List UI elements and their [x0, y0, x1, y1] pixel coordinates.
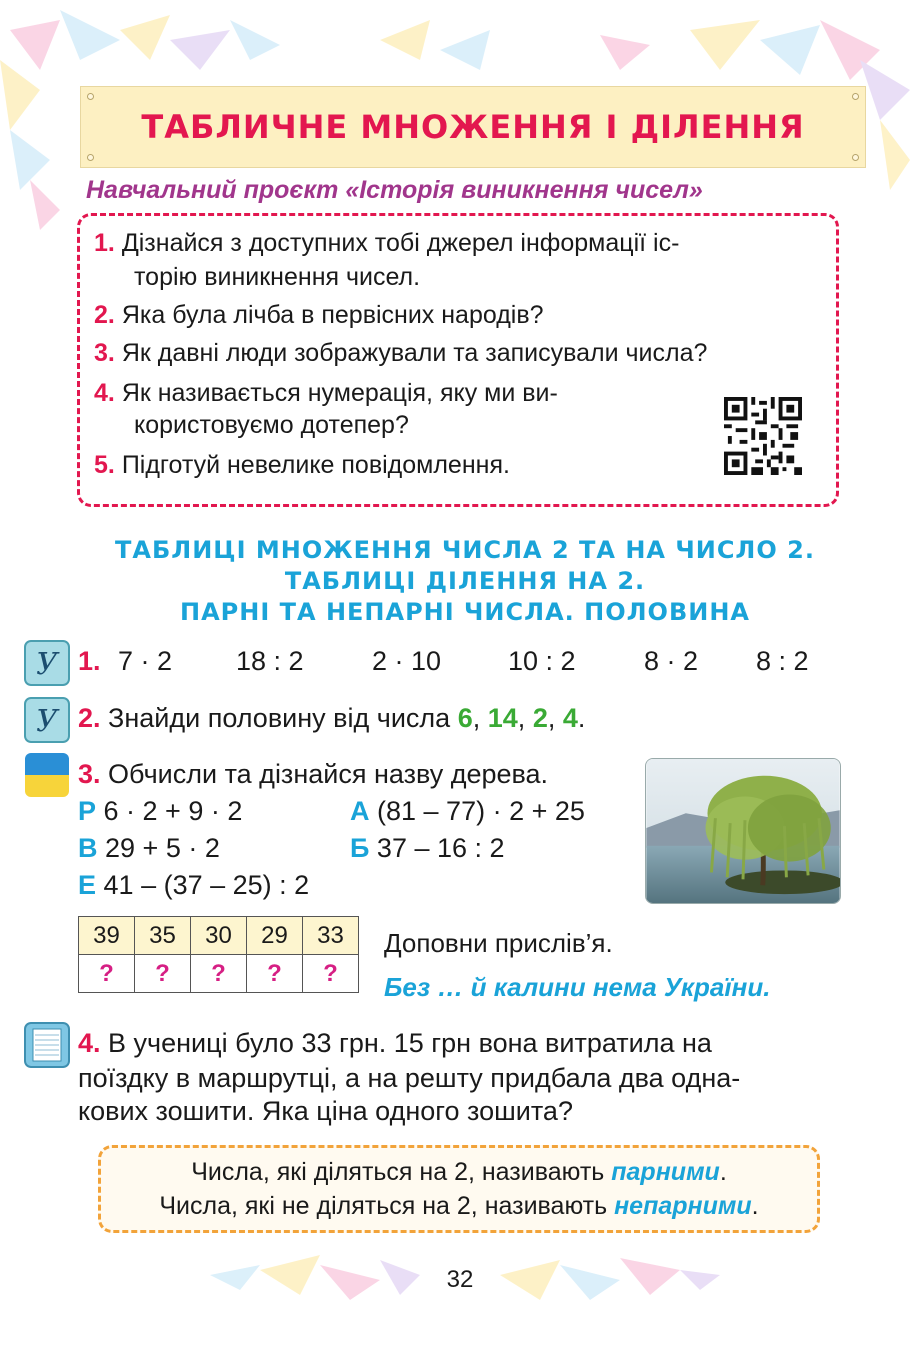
item-text: Дізнайся з доступних тобі джерел інформації іс-	[121, 229, 680, 257]
project-item-4	[94, 376, 558, 410]
pin-icon	[87, 154, 94, 161]
qr-code-icon	[723, 397, 803, 475]
item-number: 1.	[94, 229, 115, 257]
task-4-line-2: поїздку в маршрутці, а на решту придбала два одна-	[78, 1063, 741, 1093]
project-item-5	[94, 448, 510, 482]
task-3	[78, 759, 548, 790]
letter: Р	[78, 796, 97, 826]
proverb: Без … й калини нема України.	[384, 972, 771, 1002]
rule-box	[98, 1145, 820, 1233]
letter: Е	[78, 870, 97, 900]
ukraine-flag-icon	[24, 752, 70, 798]
expression: 2 · 10	[372, 646, 442, 676]
task-4-line-3: кових зошити. Яка ціна одного зошита?	[78, 1096, 573, 1126]
expression: 18 : 2	[236, 646, 304, 676]
section-title-line-2: ТАБЛИЦІ ДІЛЕННЯ НА 2.	[284, 567, 646, 595]
rule-term: непарними	[614, 1192, 752, 1220]
item-number: 5.	[94, 451, 115, 479]
title-banner	[80, 86, 866, 168]
project-item-4-cont: користовуємо дотепер?	[134, 411, 409, 439]
project-item-1-cont: торію виникнення чисел.	[134, 263, 421, 291]
section-title-line-3: ПАРНІ ТА НЕПАРНІ ЧИСЛА. ПОЛОВИНА	[180, 598, 750, 626]
rule-line-1	[101, 1158, 817, 1187]
svg-text:У: У	[36, 704, 58, 739]
table-cell: ?	[79, 955, 135, 993]
item-text: Як називається нумерація, яку ми ви-	[121, 379, 558, 407]
expression: 41 – (37 – 25) : 2	[103, 870, 310, 900]
letter-expression-v	[78, 833, 220, 864]
task-2: 2. Знайди половину від числа 6, 14, 2, 4.	[78, 703, 586, 733]
table-cell: 33	[303, 917, 359, 955]
project-item-3	[94, 336, 707, 370]
table-cell: 30	[191, 917, 247, 955]
punctuation: .	[577, 703, 586, 733]
expression: 7 · 2	[118, 646, 173, 676]
proverb-prompt: Доповни прислів’я.	[384, 928, 613, 958]
willow-tree-image	[645, 758, 841, 904]
notebook-icon	[24, 1022, 70, 1068]
letter-expression-a	[350, 796, 585, 827]
task-number: 4.	[78, 1028, 101, 1058]
pin-icon	[852, 93, 859, 100]
letter: А	[350, 796, 370, 826]
rule-text: Числа, які діляться на 2, називають	[191, 1158, 612, 1186]
rule-term: парними	[611, 1158, 720, 1186]
number: 4	[562, 703, 578, 733]
expression: 10 : 2	[508, 646, 576, 676]
item-text: Як давні люди зображували та записували числа?	[121, 339, 708, 367]
expression: 6 · 2 + 9 · 2	[103, 796, 243, 826]
task-text: В учениці було 33 грн. 15 грн вона витратила на	[108, 1028, 712, 1058]
task-number: 1.	[78, 646, 101, 676]
letter-expression-e	[78, 870, 309, 901]
table-cell: 39	[79, 917, 135, 955]
table-cell: ?	[247, 955, 303, 993]
letter: Б	[350, 833, 370, 863]
number: 14	[487, 703, 518, 733]
item-number: 3.	[94, 339, 115, 367]
svg-text:У: У	[36, 647, 58, 682]
task-1	[78, 646, 101, 677]
table-cell: ?	[303, 955, 359, 993]
task-text: Знайди половину від числа	[108, 703, 451, 733]
rule-line-2	[101, 1192, 817, 1221]
answer-table	[78, 916, 359, 993]
letter: В	[78, 833, 98, 863]
table-cell: 35	[135, 917, 191, 955]
table-cell: ?	[191, 955, 247, 993]
letter-expression-r	[78, 796, 242, 827]
punctuation: .	[751, 1192, 759, 1220]
rule-text: Числа, які не діляться на 2, називають	[159, 1192, 615, 1220]
pin-icon	[87, 93, 94, 100]
task-number: 3.	[78, 759, 101, 789]
letter-expression-b	[350, 833, 505, 864]
task-number: 2.	[78, 703, 101, 733]
expression: 8 : 2	[756, 646, 809, 676]
section-title-line-1: ТАБЛИЦІ МНОЖЕННЯ ЧИСЛА 2 ТА НА ЧИСЛО 2.	[115, 536, 815, 564]
project-item-1	[94, 226, 679, 260]
task-4	[78, 1028, 712, 1059]
item-number: 4.	[94, 379, 115, 407]
page-title: ТАБЛИЧНЕ МНОЖЕННЯ І ДІЛЕННЯ	[141, 108, 805, 146]
punctuation: .	[719, 1158, 727, 1186]
expression: 37 – 16 : 2	[376, 833, 505, 863]
page-number: 32	[446, 1266, 474, 1293]
item-text: Підготуй невелике повідомлення.	[121, 451, 510, 479]
table-cell: 29	[247, 917, 303, 955]
item-text: Яка була лічба в первісних народів?	[121, 301, 544, 329]
pin-icon	[852, 154, 859, 161]
project-title: Навчальний проєкт «Історія виникнення чисел»	[86, 176, 703, 204]
cursive-u-icon	[24, 640, 70, 686]
expression: 8 · 2	[644, 646, 699, 676]
table-cell: ?	[135, 955, 191, 993]
cursive-u-icon	[24, 697, 70, 743]
number: 6	[457, 703, 473, 733]
number: 2	[532, 703, 548, 733]
task-text: Обчисли та дізнайся назву дерева.	[108, 759, 549, 789]
item-number: 2.	[94, 301, 115, 329]
expression: 29 + 5 · 2	[105, 833, 220, 863]
project-item-2	[94, 298, 544, 332]
expression: (81 – 77) · 2 + 25	[377, 796, 585, 826]
